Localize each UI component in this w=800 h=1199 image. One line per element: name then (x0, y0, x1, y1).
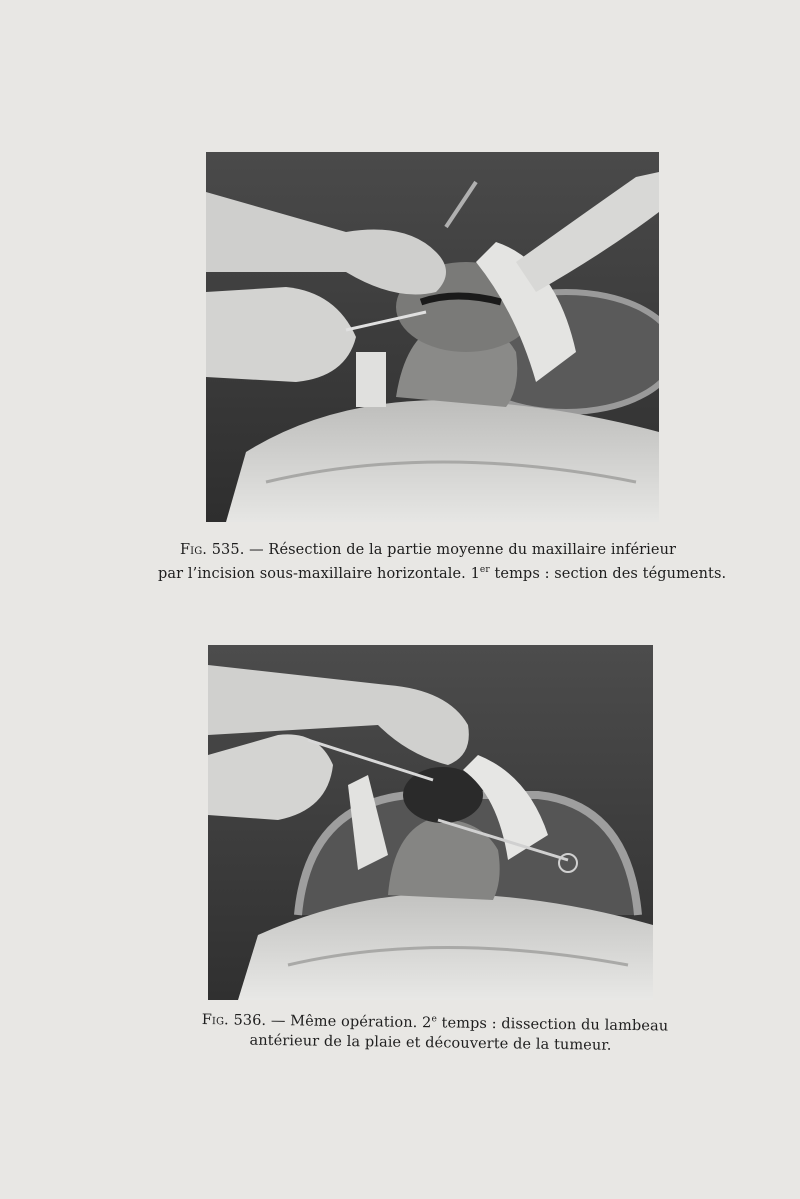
caption-text: temps : dissection du lambeau (436, 1015, 669, 1035)
figure-536-caption (201, 1006, 668, 1057)
figure-535-caption (158, 540, 727, 584)
caption-line-2: antérieur de la plaie et découverte de la tumeur. (249, 1032, 612, 1054)
caption-text: — Même opération. 2 (270, 1012, 432, 1032)
caption-superscript: e (431, 1014, 438, 1025)
caption-text: — Résection de la partie moyenne du maxillaire inférieur (249, 542, 677, 558)
caption-text: temps : section des téguments. (489, 566, 727, 582)
caption-text: par l’incision sous-maxillaire horizontale. 1 (158, 566, 480, 582)
figure-number: Fig. 536. (201, 1011, 267, 1029)
figure-536-photograph (208, 645, 653, 1000)
figure-number: Fig. 535. (180, 542, 245, 558)
caption-line-2 (158, 560, 726, 584)
caption-superscript: er (479, 565, 490, 575)
figure-535-photograph (206, 152, 659, 522)
